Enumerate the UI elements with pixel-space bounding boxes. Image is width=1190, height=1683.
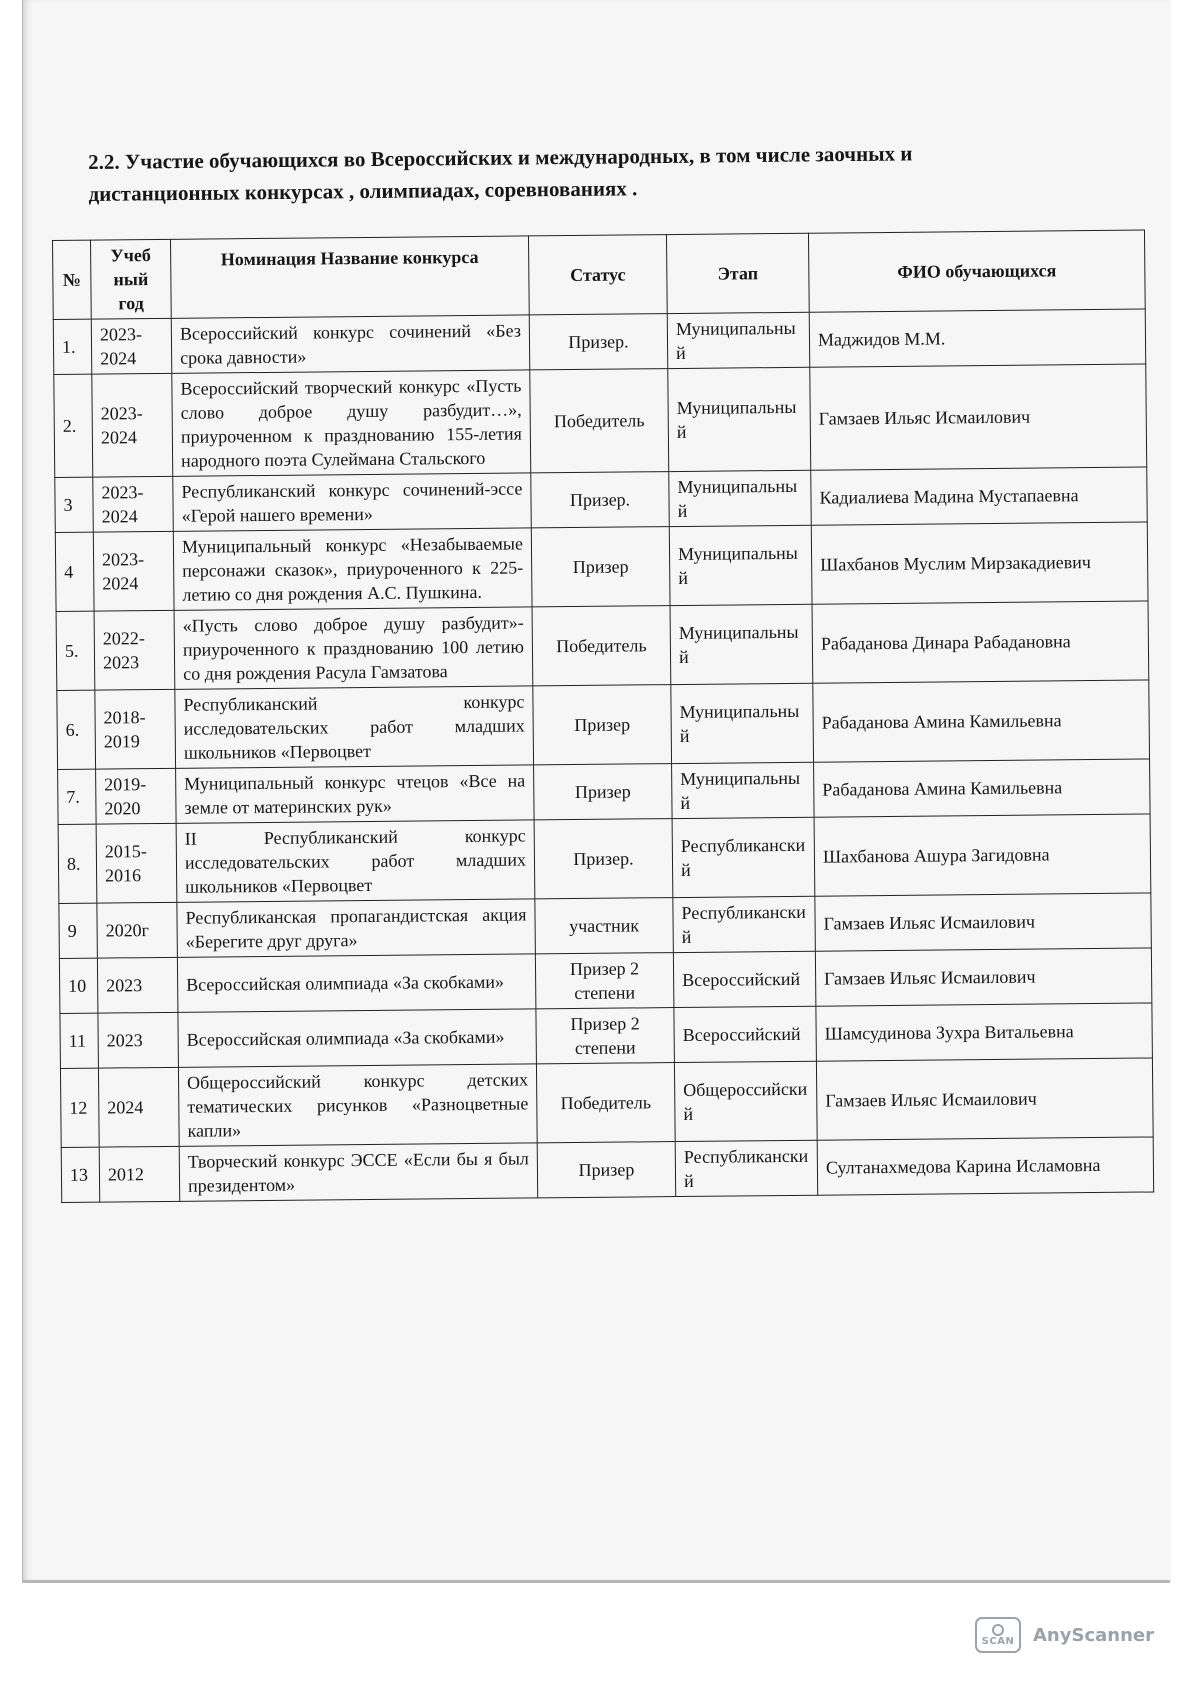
table-row	[60, 1058, 1153, 1147]
row-year: 2012	[99, 1146, 180, 1202]
table-body	[53, 309, 1153, 1202]
row-number: 7.	[58, 769, 97, 824]
row-year: 2023-2024	[93, 531, 174, 611]
row-number: 12	[60, 1068, 99, 1147]
row-status: Призер	[534, 764, 673, 820]
row-stage: Муниципальный	[667, 312, 810, 368]
row-student: Шамсудинова Зухра Витальевна	[816, 1003, 1153, 1061]
row-year: 2018-2019	[95, 689, 176, 769]
row-year: 2023-2024	[92, 373, 173, 477]
row-status: участник	[535, 898, 674, 954]
table-row	[58, 814, 1151, 903]
row-year: 2023-2024	[91, 318, 172, 374]
row-status: Призер.	[534, 819, 673, 899]
column-header-num: №	[53, 240, 92, 319]
row-number: 1.	[53, 319, 92, 374]
row-status: Призер	[537, 1142, 676, 1198]
row-year: 2023	[98, 1012, 179, 1068]
row-contest: Республиканский конкурс сочинений-эссе «Герой нашего времени»	[173, 473, 532, 531]
row-number: 2.	[54, 374, 93, 477]
row-status: Призер 2 степени	[535, 953, 674, 1009]
row-number: 6.	[57, 690, 96, 769]
row-status: Призер.	[531, 472, 670, 528]
row-number: 4	[55, 532, 94, 611]
table-row	[54, 364, 1147, 477]
row-stage: Республиканский	[675, 1140, 818, 1196]
row-student: Маджидов М.М.	[809, 309, 1146, 367]
row-student: Гамзаев Ильяс Исмаилович	[815, 893, 1152, 951]
row-status: Победитель	[536, 1063, 675, 1143]
table-row	[61, 1137, 1153, 1202]
column-header-year: Учеб ный год	[91, 239, 172, 319]
row-stage: Всероссийский	[673, 951, 816, 1007]
row-year: 2023-2024	[93, 476, 174, 532]
row-status: Призер 2 степени	[536, 1008, 675, 1064]
heading-line-1: 2.2. Участие обучающихся во Всероссийских и международных, в том числе заочных и	[88, 141, 913, 174]
row-year: 2024	[98, 1067, 179, 1147]
row-student: Гамзаев Ильяс Исмаилович	[815, 948, 1152, 1006]
watermark-app-name: AnyScanner	[1033, 1624, 1154, 1646]
row-contest: Общероссийский конкурс детских тематических рисунков «Разноцветные капли»	[178, 1064, 537, 1146]
row-number: 11	[60, 1013, 99, 1068]
row-status: Победитель	[532, 606, 671, 686]
row-year: 2015-2016	[96, 823, 177, 903]
heading-line-2: дистанционных конкурсах , олимпиадах, соревнованиях .	[88, 176, 638, 206]
row-student: Гамзаев Ильяс Исмаилович	[816, 1058, 1153, 1140]
row-stage: Муниципальный	[671, 683, 814, 763]
row-student: Шахбанова Ашура Загидовна	[814, 814, 1151, 896]
row-contest: Всероссийская олимпиада «За скобками»	[178, 1009, 537, 1067]
anyscanner-watermark	[975, 1617, 1154, 1653]
row-year: 2022-2023	[94, 610, 175, 690]
row-contest: II Республиканский конкурс исследовательских работ младших школьников «Первоцвет	[176, 820, 535, 902]
row-number: 13	[61, 1147, 100, 1202]
row-student: Шахбанов Муслим Мирзакадиевич	[811, 522, 1148, 604]
row-contest: Творческий конкурс ЭССЕ «Если бы я был президентом»	[179, 1143, 538, 1201]
row-status: Победитель	[530, 369, 669, 473]
row-stage: Всероссийский	[674, 1006, 817, 1062]
row-number: 5.	[56, 611, 95, 690]
table-row	[56, 601, 1149, 690]
row-student: Кадиалиева Мадина Мустапаевна	[811, 467, 1148, 525]
row-status: Призер	[531, 527, 670, 607]
row-stage: Муниципальный	[669, 525, 812, 605]
row-status: Призер	[533, 685, 672, 765]
row-contest: Всероссийский конкурс сочинений «Без срока давности»	[171, 315, 530, 373]
row-number: 3	[55, 477, 94, 532]
row-contest: Муниципальный конкурс «Незабываемые персонажи сказок», приуроченного к 225-летию со дня рождения А.С. Пушкина.	[173, 528, 532, 610]
row-number: 10	[59, 958, 98, 1013]
column-header-stage: Этап	[666, 233, 809, 313]
page-edge	[22, 1580, 1170, 1583]
row-stage: Республиканский	[672, 817, 815, 897]
scan-icon-label: SCAN	[981, 1635, 1015, 1647]
section-heading	[88, 136, 1069, 210]
competition-results-table	[52, 230, 1154, 1203]
row-year: 2020г	[97, 902, 178, 958]
row-year: 2023	[97, 957, 178, 1013]
row-stage: Общероссийский	[674, 1061, 817, 1141]
row-number: 9	[59, 903, 98, 958]
row-student: Рабаданова Амина Камильевна	[814, 759, 1151, 817]
column-header-status: Статус	[528, 235, 667, 315]
row-contest: Муниципальный конкурс чтецов «Все на земле от материнских рук»	[176, 765, 535, 823]
row-stage: Муниципальный	[670, 604, 813, 684]
table-row	[57, 680, 1150, 769]
row-student: Гамзаев Ильяс Исмаилович	[810, 364, 1147, 470]
row-status: Призер.	[529, 314, 668, 370]
row-stage: Муниципальный	[669, 470, 812, 526]
table-header-row	[53, 230, 1146, 319]
column-header-student: ФИО обучающихся	[808, 230, 1145, 312]
row-contest: Всероссийский творческий конкурс «Пусть слово доброе душу разбудит…», приуроченном к празднованию 155-летия народного поэта Сулеймана Стальского	[172, 370, 531, 476]
table-row	[55, 522, 1148, 611]
row-contest: Всероссийская олимпиада «За скобками»	[177, 954, 536, 1012]
column-header-contest: Номинация Название конкурса	[170, 236, 529, 318]
row-stage: Республиканский	[673, 896, 816, 952]
row-stage: Муниципальный	[668, 367, 811, 471]
row-number: 8.	[58, 824, 97, 903]
row-student: Султанахмедова Карина Исламовна	[817, 1137, 1154, 1195]
row-student: Рабаданова Динара Рабадановна	[812, 601, 1149, 683]
row-stage: Муниципальный	[672, 762, 815, 818]
row-year: 2019-2020	[96, 768, 177, 824]
scan-icon-lens	[992, 1624, 1004, 1636]
scan-icon	[975, 1617, 1021, 1653]
row-contest: Республиканская пропагандистская акция «Берегите друг друга»	[177, 899, 536, 957]
row-contest: Республиканский конкурс исследовательских работ младших школьников «Первоцвет	[175, 686, 534, 768]
row-student: Рабаданова Амина Камильевна	[813, 680, 1150, 762]
row-contest: «Пусть слово доброе душу разбудит»-приуроченного к празднованию 100 летию со дня рождения Расула Гамзатова	[174, 607, 533, 689]
